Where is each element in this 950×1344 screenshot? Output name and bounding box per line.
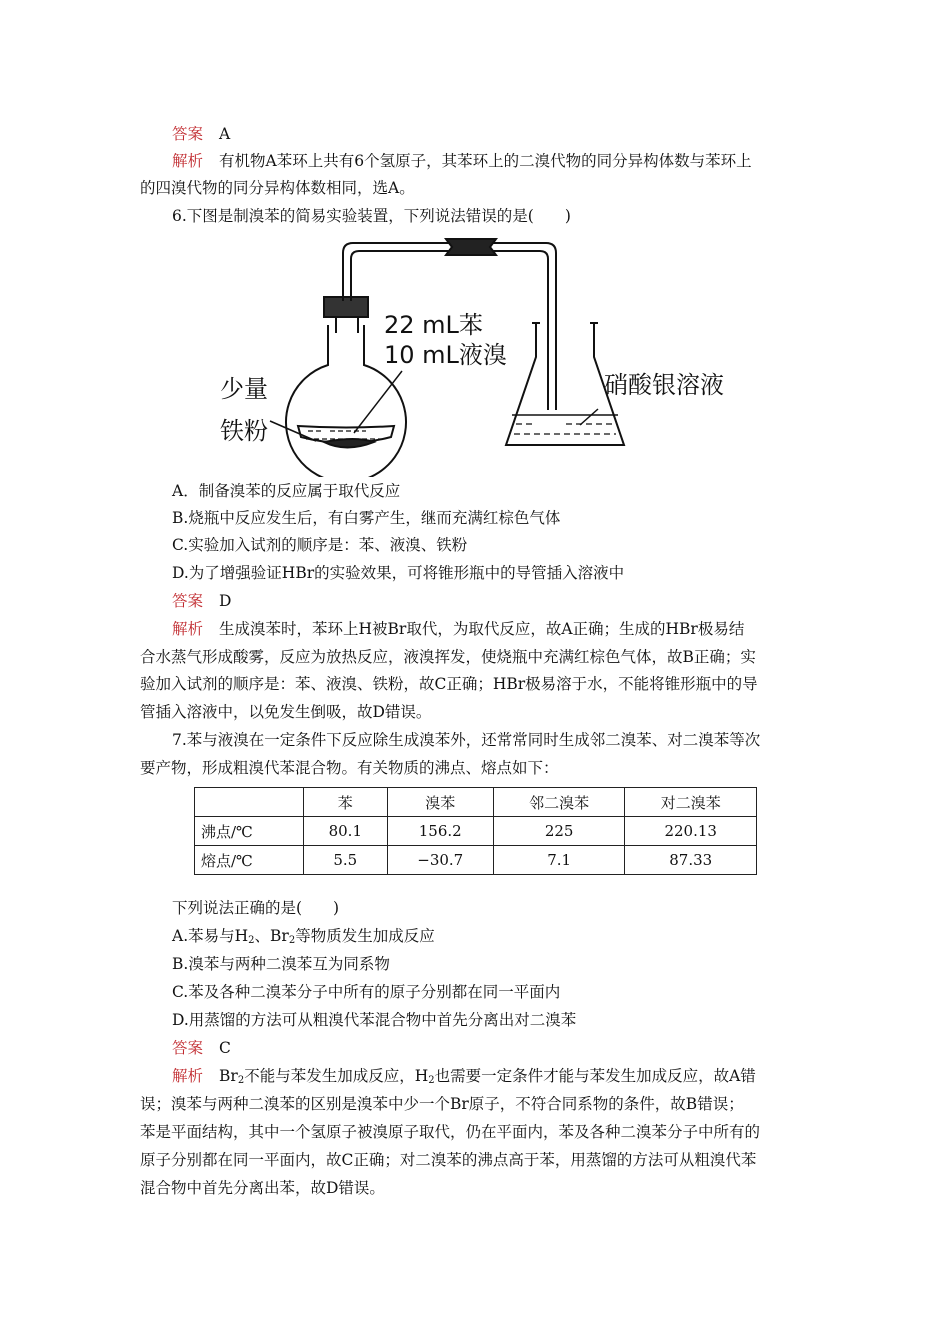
table-header-cell [195,788,304,817]
q7-option-a [172,923,842,954]
table-header-cell: 苯 [304,788,388,817]
q5-analysis-line [172,148,842,174]
option-text: 等物质发生加成反应 [295,927,435,945]
analysis-label: 解析 [172,152,204,170]
q7-option-c: C.苯及各种二溴苯分子中所有的原子分别都在同一平面内 [172,983,561,1001]
analysis-text: 不能与苯发生加成反应，H [244,1067,429,1085]
label-silver-nitrate: 硝酸银溶液 [604,371,724,399]
q6-option-b: B.烧瓶中反应发生后，有白雾产生，继而充满红棕色气体 [172,509,561,527]
analysis-text: 生成溴苯时，苯环上H被Br取代，为取代反应，故A正确；生成的HBr极易结 [219,620,745,638]
option-text: A.苯易与H [172,927,249,945]
option-text: 、Br [254,927,289,945]
subscript: 2 [237,1075,245,1086]
table-cell: 225 [493,817,625,846]
q6-analysis-line: 管插入溶液中，以免发生倒吸，故D错误。 [140,703,432,721]
q6-analysis-line: 验加入试剂的顺序是：苯、液溴、铁粉，故C正确；HBr极易溶于水，不能将锥形瓶中的导 [140,675,758,693]
table-cell: 156.2 [387,817,493,846]
stopper [324,297,368,317]
q7-analysis-line [172,1063,842,1094]
table-header-cell: 溴苯 [387,788,493,817]
properties-table [194,787,757,875]
q7-stem-line: 7.苯与液溴在一定条件下反应除生成溴苯外，还常常同时生成邻二溴苯、对二溴苯等次 [172,731,761,749]
answer-label: 答案 [172,125,204,143]
analysis-text: 有机物A苯环上共有6个氢原子，其苯环上的二溴代物的同分异构体数与苯环上 [219,152,752,170]
q7-option-b: B.溴苯与两种二溴苯互为同系物 [172,955,390,973]
q6-answer [172,588,842,614]
q5-analysis-line: 的四溴代物的同分异构体数相同，选A。 [140,179,415,197]
q6-option-d: D.为了增强验证HBr的实验效果，可将锥形瓶中的导管插入溶液中 [172,564,625,582]
q7-option-d: D.用蒸馏的方法可从粗溴代苯混合物中首先分离出对二溴苯 [172,1011,577,1029]
q7-analysis-line: 混合物中首先分离出苯，故D错误。 [140,1179,385,1197]
q6-analysis-line [172,616,842,642]
subscript: 2 [428,1075,435,1086]
q7-analysis-line: 原子分别都在同一平面内，故C正确；对二溴苯的沸点高于苯，用蒸馏的方法可从粗溴代苯 [140,1151,757,1169]
table-cell: 87.33 [625,846,757,875]
answer-value: A [219,125,231,143]
q6-analysis-line: 合水蒸气形成酸雾，反应为放热反应，液溴挥发，使烧瓶中充满红棕色气体，故B正确；实 [140,648,756,666]
table-row [195,846,757,875]
analysis-text: Br [219,1067,238,1085]
q5-answer [172,121,842,147]
subscript: 2 [288,935,296,946]
label-iron-2: 铁粉 [220,417,268,445]
table-cell: −30.7 [387,846,493,875]
q6-option-c: C.实验加入试剂的顺序是：苯、液溴、铁粉 [172,536,468,554]
analysis-label: 解析 [172,620,204,638]
tube-clamp [446,239,496,255]
label-iron-1: 少量 [220,375,268,403]
table-cell: 7.1 [493,846,625,875]
table-cell: 熔点/℃ [195,846,304,875]
table-row [195,817,757,846]
answer-label: 答案 [172,1039,204,1057]
label-benzene: 22 mL苯 [384,311,483,339]
iron-powder [324,439,374,448]
q6-stem: 6.下图是制溴苯的简易实验装置，下列说法错误的是( ) [172,207,571,225]
subscript: 2 [248,935,255,946]
q7-question: 下列说法正确的是( ) [172,899,340,917]
table-header-row [195,788,757,817]
q7-stem-line: 要产物，形成粗溴代苯混合物。有关物质的沸点、熔点如下： [140,759,559,777]
analysis-label: 解析 [172,1067,204,1085]
table-cell: 80.1 [304,817,388,846]
answer-value: D [219,592,232,610]
q7-answer [172,1035,842,1061]
q7-analysis-line: 误；溴苯与两种二溴苯的区别是溴苯中少一个Br原子，不符合同系物的条件，故B错误； [140,1095,744,1113]
table-cell: 5.5 [304,846,388,875]
table-header-cell: 邻二溴苯 [493,788,625,817]
table-cell: 220.13 [625,817,757,846]
analysis-text: 也需要一定条件才能与苯发生加成反应，故A错 [434,1067,756,1085]
q7-analysis-line: 苯是平面结构，其中一个氢原子被溴原子取代，仍在平面内，苯及各种二溴苯分子中所有的 [140,1123,761,1141]
apparatus-figure [206,237,746,477]
answer-label: 答案 [172,592,204,610]
table-cell: 沸点/℃ [195,817,304,846]
label-bromine: 10 mL液溴 [384,341,507,369]
q6-option-a: A．制备溴苯的反应属于取代反应 [172,482,401,500]
answer-value: C [219,1039,231,1057]
table-header-cell: 对二溴苯 [625,788,757,817]
